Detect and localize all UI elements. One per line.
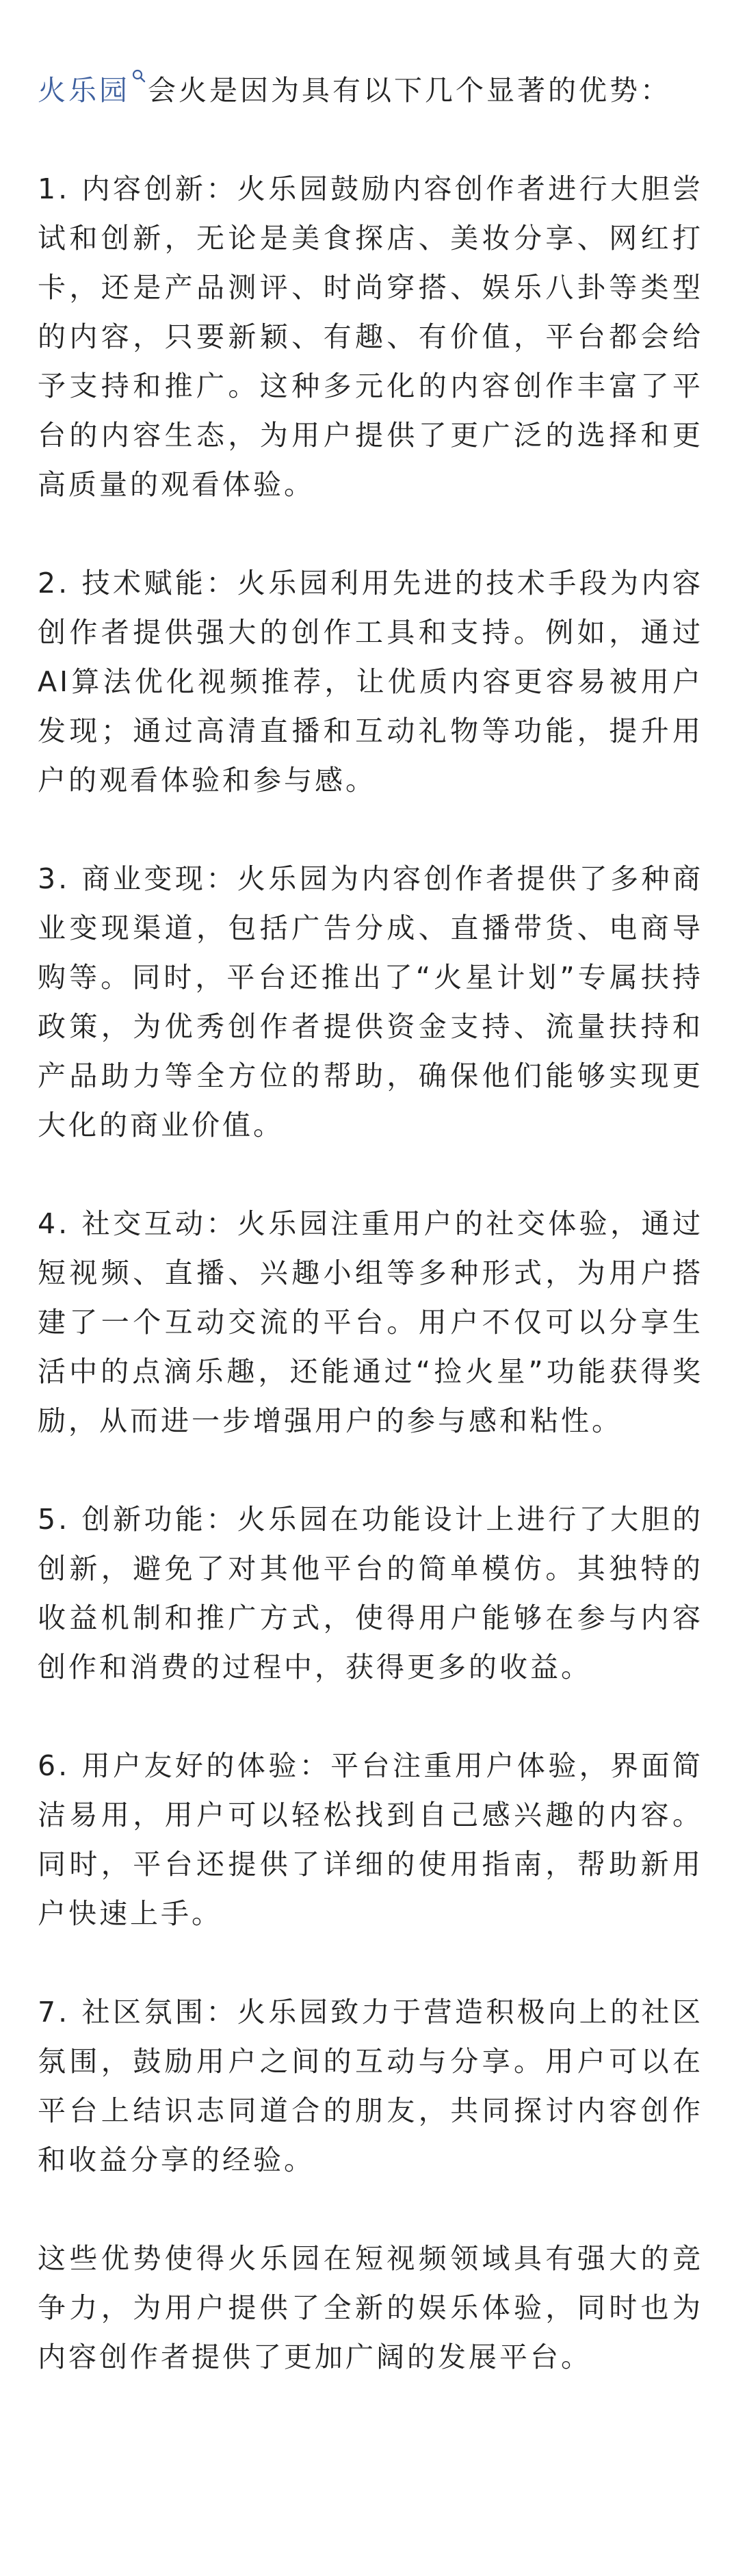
- point-paragraph: 3. 商业变现：火乐园为内容创作者提供了多种商业变现渠道，包括广告分成、直播带货、电商导购等。同时，平台还推出了“火星计划”专属扶持政策，为优秀创作者提供资金支持、流量扶持和产品助力等全方位的帮助，确保他们能够实现更大化的商业价值。: [38, 862, 703, 1142]
- point-paragraph: 2. 技术赋能：火乐园利用先进的技术手段为内容创作者提供强大的创作工具和支持。例如，通过AI算法优化视频推荐，让优质内容更容易被用户发现；通过高清直播和互动礼物等功能，提升用户的观看体验和参与感。: [38, 567, 703, 797]
- point-paragraph: 6. 用户友好的体验：平台注重用户体验，界面简洁易用，用户可以轻松找到自己感兴趣的内容。同时，平台还提供了详细的使用指南，帮助新用户快速上手。: [38, 1749, 703, 1930]
- point-paragraph: 4. 社交互动：火乐园注重用户的社交体验，通过短视频、直播、兴趣小组等多种形式，为用户搭建了一个互动交流的平台。用户不仅可以分享生活中的点滴乐趣，还能通过“捡火星”功能获得奖励，从而进一步增强用户的参与感和粘性。: [38, 1207, 703, 1437]
- intro-text: 会火是因为具有以下几个显著的优势：: [148, 74, 671, 107]
- point-paragraph: 7. 社区氛围：火乐园致力于营造积极向上的社区氛围，鼓励用户之间的互动与分享。用户可以在平台上结识志同道合的朋友，共同探讨内容创作和收益分享的经验。: [38, 1996, 703, 2176]
- search-icon[interactable]: [131, 68, 146, 89]
- point-paragraph: 5. 创新功能：火乐园在功能设计上进行了大胆的创新，避免了对其他平台的简单模仿。其独特的收益机制和推广方式，使得用户能够在参与内容创作和消费的过程中，获得更多的收益。: [38, 1503, 703, 1684]
- point-paragraph: 1. 内容创新：火乐园鼓励内容创作者进行大胆尝试和创新，无论是美食探店、美妆分享、网红打卡，还是产品测评、时尚穿搭、娱乐八卦等类型的内容，只要新颖、有趣、有价值，平台都会给予支持和推广。这种多元化的内容创作丰富了平台的内容生态，为用户提供了更广泛的选择和更高质量的观看体验。: [38, 172, 703, 501]
- keyword-link[interactable]: 火乐园: [38, 74, 130, 107]
- intro-paragraph: [38, 66, 703, 115]
- conclusion-paragraph: 这些优势使得火乐园在短视频领域具有强大的竞争力，为用户提供了全新的娱乐体验，同时也为内容创作者提供了更加广阔的发展平台。: [38, 2242, 703, 2373]
